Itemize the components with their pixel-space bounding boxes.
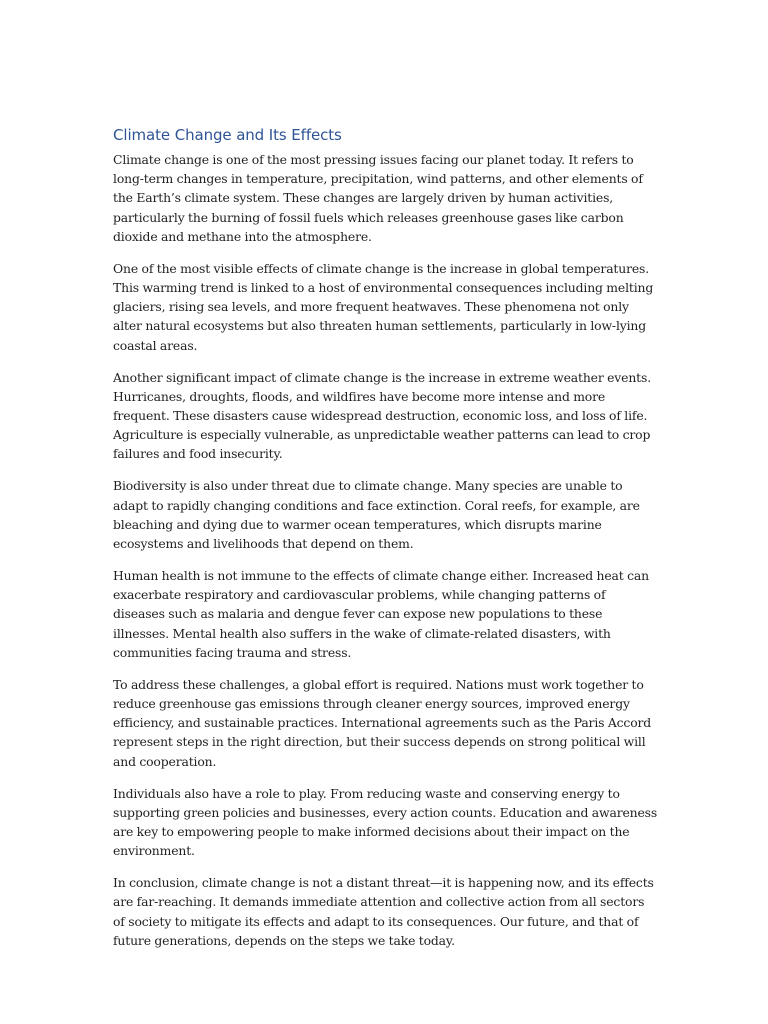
paragraph-intro: Climate change is one of the most pressing issues facing our planet today. It refers to long-term changes in temperature, precipitation, wind patterns, and other elements of the Earth’s climate system. These changes are largely driven by human activities, particularly the burning of fossil fuels which releases greenhouse gases like carbon dioxide and methane into the atmosphere. [113, 152, 643, 244]
paragraph-extreme-weather: Another significant impact of climate change is the increase in extreme weather events. Hurricanes, droughts, floods, and wildfires have become more intense and more frequent. These disasters cause widespread destruction, economic loss, and loss of life. Agriculture is especially vulnerable, as unpredictable weather patterns can lead to crop failures and food insecurity. [113, 369, 651, 462]
document-title: Climate Change and Its Effects [113, 126, 342, 144]
paragraph-conclusion: In conclusion, climate change is not a distant threat—it is happening now, and its effects are far-reaching. It demands immediate attention and collective action from all sectors of society to mitigate its effects and adapt to its consequences. Our future, and that of future generations, depends on the steps we take today. [113, 875, 654, 948]
paragraph-individuals: Individuals also have a role to play. From reducing waste and conserving energy to supporting green policies and businesses, every action counts. Education and awareness are key to empowering people to make informed decisions about their impact on the environment. [113, 785, 658, 859]
paragraph-biodiversity: Biodiversity is also under threat due to climate change. Many species are unable to adapt to rapidly changing conditions and face extinction. Coral reefs, for example, are bleaching and dying due to warmer ocean temperatures, which disrupts marine ecosystems and livelihoods that depend on them. [113, 478, 640, 552]
document-body [113, 124, 658, 963]
paragraph-global-effort: To address these challenges, a global effort is required. Nations must work together to reduce greenhouse gas emissions through cleaner energy sources, improved energy efficiency, and sustainable practices. International agreements such as the Paris Accord represent steps in the right direction, but their success depends on strong political will and cooperation. [113, 676, 652, 769]
paragraph-temperatures: One of the most visible effects of climate change is the increase in global temperatures. This warming trend is linked to a host of environmental consequences including melting glaciers, rising sea levels, and more frequent heatwaves. These phenomena not only alter natural ecosystems but also threaten human settlements, particularly in low-lying coastal areas. [113, 260, 654, 353]
paragraph-human-health: Human health is not immune to the effects of climate change either. Increased heat can exacerbate respiratory and cardiovascular problems, while changing patterns of diseases such as malaria and dengue fever can expose new populations to these illnesses. Mental health also suffers in the wake of climate-related disasters, with communities facing trauma and stress. [113, 568, 649, 660]
